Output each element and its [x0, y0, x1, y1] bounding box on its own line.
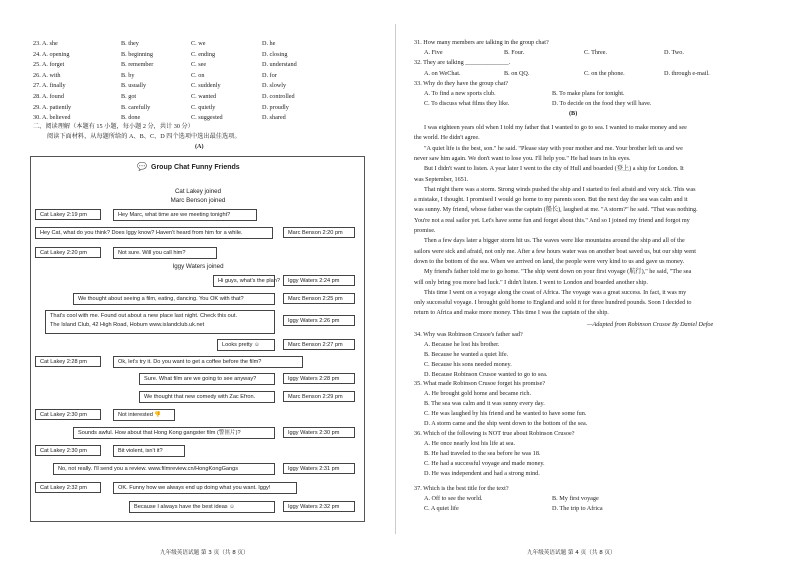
chat-message: OK. Funny how we always end up doing what you want. Iggy!: [113, 482, 297, 494]
sender-tag: Iggy Waters 2:30 pm: [283, 427, 355, 438]
passage-b-label: (B): [569, 110, 578, 117]
option-text: C. wanted: [191, 93, 217, 100]
option-text: C. quietly: [191, 103, 216, 111]
page-footer: 九年级英语试题 第 3 页（共 8 页）: [160, 550, 249, 556]
question-36: 36. Which of the following is NOT true about Robinson Crusoe?: [414, 430, 575, 437]
chat-message: We thought about seeing a film, eating, dancing. You OK with that?: [73, 293, 275, 305]
answer-option: D. through e-mail.: [664, 70, 710, 77]
smile-emoji-icon: ☺: [229, 504, 235, 510]
passage-line: That night there was a storm. Strong winds pushed the ship and I started to feel afraid and very sick. This was: [424, 185, 696, 193]
chat-message: [217, 339, 275, 351]
system-notice: Iggy Waters joined: [172, 263, 224, 270]
answer-option: B. Four.: [504, 49, 525, 56]
chat-message: Hi guys, what's the plan?: [213, 275, 275, 287]
option-text: D. for: [262, 71, 277, 79]
sender-tag: Iggy Waters 2:26 pm: [283, 315, 355, 326]
chat-bubble-icon: 💬: [137, 162, 147, 171]
passage-line: never saw him again. We don't want to lose you. I'll help you." He had tears in his eyes.: [414, 154, 631, 162]
answer-option: C. To discuss what films they like.: [424, 100, 510, 107]
option-text: D. controlled: [262, 93, 295, 100]
answer-option: C. He had a successful voyage and made money.: [424, 460, 545, 467]
option-text: C. on: [191, 71, 205, 79]
group-chat-figure: [30, 156, 365, 522]
option-text: 29. A. patiently: [33, 103, 72, 111]
answer-option: A. He once nearly lost his life at sea.: [424, 440, 516, 447]
sender-tag: Iggy Waters 2:31 pm: [283, 463, 355, 474]
sender-tag: Marc Benson 2:25 pm: [283, 293, 355, 304]
option-text: B. carefully: [121, 103, 151, 111]
sender-tag: Marc Benson 2:27 pm: [283, 339, 355, 350]
answer-option: C. He was laughed by his friend and he wanted to have some fun.: [424, 410, 587, 417]
question-37: 37. Which is the best title for the text?: [414, 485, 509, 492]
option-text: D. shared: [262, 114, 286, 122]
sender-tag: Iggy Waters 2:32 pm: [283, 501, 355, 512]
option-text: 25. A. forget: [33, 61, 65, 69]
sender-tag: Cat Lakey 2:20 pm: [35, 247, 101, 258]
answer-option: A. Because he lost his brother.: [424, 341, 500, 348]
section-title: 二、阅读理解（本题有 15 小题，每小题 2 分，共计 30 分）: [33, 123, 194, 130]
option-text: 28. A. found: [33, 93, 64, 100]
answer-option: D. A storm came and the ship went down to the bottom of the sea.: [424, 420, 588, 427]
passage-line: You're not a real sailor yet. Let's have some fun and forget about this." And so I joined my friend and forgot my: [414, 216, 690, 224]
option-text: B. remember: [121, 61, 154, 69]
sender-tag: Marc Benson 2:20 pm: [283, 227, 355, 238]
option-text: 24. A. opening: [33, 50, 70, 58]
answer-option: B. To make plans for tonight.: [552, 90, 625, 97]
sender-tag: Cat Lakey 2:19 pm: [35, 209, 101, 220]
option-text: B. by: [121, 71, 135, 79]
question-33: 33. Why do they have the group chat?: [414, 80, 509, 87]
passage-line: return to Africa and make more money. This time I was the captain of the ship.: [414, 309, 609, 317]
option-text: B. usually: [121, 82, 147, 90]
option-text: C. ending: [191, 50, 216, 58]
option-text: B. beginning: [121, 50, 153, 58]
chat-message-text: Not interested: [118, 412, 153, 418]
chat-message: Sure. What film are we going to see anyway?: [139, 373, 275, 385]
question-31: 31. How many members are talking in the group chat?: [414, 39, 549, 46]
sender-tag: Iggy Waters 2:24 pm: [283, 275, 355, 286]
passage-line: a mistake, I thought. I promised I would go home to my parents soon. But the next day the sea was calm and it: [414, 196, 688, 204]
option-text: C. suggested: [191, 114, 223, 122]
passage-line: promise.: [414, 227, 436, 234]
option-text: D. slowly: [262, 82, 287, 90]
option-text: D. understand: [262, 61, 297, 69]
passage-line: the world. He didn't agree.: [414, 134, 480, 142]
option-text: B. done: [121, 114, 141, 122]
chat-message-text: Because I always have the best ideas: [134, 504, 228, 510]
answer-option: B. Because he wanted a quiet life.: [424, 351, 509, 358]
chat-message: We thought that new comedy with Zac Efron.: [139, 391, 275, 403]
passage-line: My friend's father told me to go home. "The ship went down on your first voyage (航行)," he said, "The sea: [424, 268, 692, 276]
sender-tag: Cat Lakey 2:28 pm: [35, 356, 101, 367]
answer-option: D. To decide on the food they will have.: [552, 100, 652, 107]
chat-message-line: The Island Club, 42 High Road, Hobum www.islandclub.uk.net: [50, 322, 205, 329]
chat-title: Group Chat Funny Friends: [151, 164, 240, 171]
passage-line: I was eighteen years old when I told my father that I wanted to go to sea. I wanted to make money and see: [424, 124, 687, 131]
passage-line: down to the bottom of the sea. When we arrived on land, the people were very kind to us and gave us money.: [414, 257, 685, 265]
answer-option: B. on QQ.: [504, 70, 530, 77]
chat-message: Hey Cat, what do you think? Does Iggy know? Haven't heard from him for a while.: [35, 227, 273, 239]
chat-message: Sounds awful. How about that Hong Kong gangster film (警匪片)?: [73, 427, 275, 439]
sender-tag: Marc Benson 2:29 pm: [283, 391, 355, 402]
section-instruction: 阅读下面材料，从每题所给的 A、B、C、D 四个选项中选出最佳选项。: [47, 133, 241, 140]
passage-line: "A quiet life is the best, son." he said. "Please stay with your mother and me. Your brother left us and we: [424, 144, 683, 152]
option-text: C. we: [191, 40, 206, 47]
answer-option: D. The trip to Africa: [552, 505, 603, 512]
question-32: 32. They are talking ______________.: [414, 59, 511, 66]
passage-source: —Adapted from Robinson Crusoe By Daniel Defoe: [587, 321, 714, 328]
right-page: [397, 0, 794, 561]
answer-option: D. Because Robinson Crusoe wanted to go to sea.: [424, 371, 548, 378]
passage-line: only successful voyage. I brought gold home to England and sold it for three hundred pounds. Soon I decided to: [414, 299, 692, 307]
option-text: 26. A. with: [33, 71, 61, 79]
answer-option: C. A quiet life: [424, 505, 459, 512]
passage-a-label: (A): [195, 143, 204, 150]
passage-line: was September, 1651.: [414, 175, 469, 183]
passage-line: This time I went on a voyage along the coast of Africa. The voyage was a great success. In fact, it was my: [424, 288, 687, 296]
option-text: C. suddenly: [191, 82, 221, 90]
chat-message-text: Looks pretty: [222, 342, 253, 348]
answer-option: A. Off to see the world.: [424, 495, 483, 502]
answer-option: A. To find a new sports club.: [424, 90, 496, 97]
answer-option: B. The sea was calm and it was sunny every day.: [424, 400, 545, 407]
chat-message: Bit violent, isn't it?: [113, 445, 185, 457]
answer-option: B. My first voyage: [552, 495, 599, 502]
chat-message: Not sure. Will you call him?: [113, 247, 217, 259]
system-notice: Marc Benson joined: [170, 197, 226, 204]
answer-option: A. on WeChat.: [424, 70, 461, 77]
sender-tag: Cat Lakey 2:30 pm: [35, 409, 101, 420]
system-notice: Cat Lakey joined: [174, 188, 222, 195]
passage-line: sailors were sick and afraid, not only me. After a few hours water was on another boat saved us, but our ship went: [414, 247, 696, 255]
option-text: 23. A. she: [33, 40, 58, 47]
sender-tag: Cat Lakey 2:32 pm: [35, 482, 101, 493]
passage-line: will only bring you more bad luck." I didn't listen. I went to London and boarded another ship.: [414, 278, 648, 286]
answer-option: A. He brought gold home and became rich.: [424, 390, 532, 397]
option-text: 27. A. finally: [33, 82, 66, 90]
option-text: C. see: [191, 61, 207, 69]
chat-message: Hey Marc, what time are we meeting tonight?: [113, 209, 257, 221]
thumbs-down-icon: 👎: [154, 412, 162, 418]
answer-option: C. Because his sons needed money.: [424, 361, 512, 368]
option-text: 30. A. believed: [33, 114, 71, 122]
passage-line: But I didn't want to listen. A year later I went to the city of Hull and boarded (登上) a ship for London. It: [424, 165, 684, 173]
chat-message: Ok, let's try it. Do you want to get a coffee before the film?: [113, 356, 303, 368]
question-35: 35. What made Robinson Crusoe forget his promise?: [414, 380, 546, 387]
answer-option: C. Three.: [584, 49, 608, 56]
option-text: B. got: [121, 93, 137, 100]
option-text: D. closing: [262, 50, 288, 58]
sender-tag: Cat Lakey 2:30 pm: [35, 445, 101, 456]
answer-option: D. He was independent and had a strong mind.: [424, 470, 540, 477]
option-text: D. proudly: [262, 103, 289, 111]
page-footer: 九年级英语试题 第 4 页（共 8 页）: [527, 550, 616, 556]
answer-option: B. He had traveled to the sea before he was 18.: [424, 450, 541, 457]
passage-line: was sunny. My friend, whose father was the captain (船长), laughed at me. "A storm?" he said. "That was nothing.: [414, 206, 698, 214]
answer-option: D. Two.: [664, 49, 684, 56]
option-text: B. they: [121, 40, 139, 47]
smile-emoji-icon: ☺: [254, 342, 260, 348]
chat-message-line: That's cool with me. Found out about a new place last night. Check this out.: [50, 313, 238, 319]
option-text: D. he: [262, 40, 276, 47]
chat-message: [113, 409, 175, 421]
sender-tag: Iggy Waters 2:28 pm: [283, 373, 355, 384]
chat-message: [129, 501, 275, 513]
chat-message: [45, 310, 275, 334]
answer-option: C. on the phone.: [584, 70, 625, 77]
answer-option: A. Five: [424, 49, 443, 56]
passage-line: Then a few days later a bigger storm hit us. The waves were like mountains around the ship and all of the: [424, 237, 685, 245]
question-34: 34. Why was Robinson Crusoe's father sad?: [414, 331, 523, 338]
chat-message: No, not really. I'll send you a review. www.filmreview.cn/HongKongGangs: [53, 463, 275, 475]
